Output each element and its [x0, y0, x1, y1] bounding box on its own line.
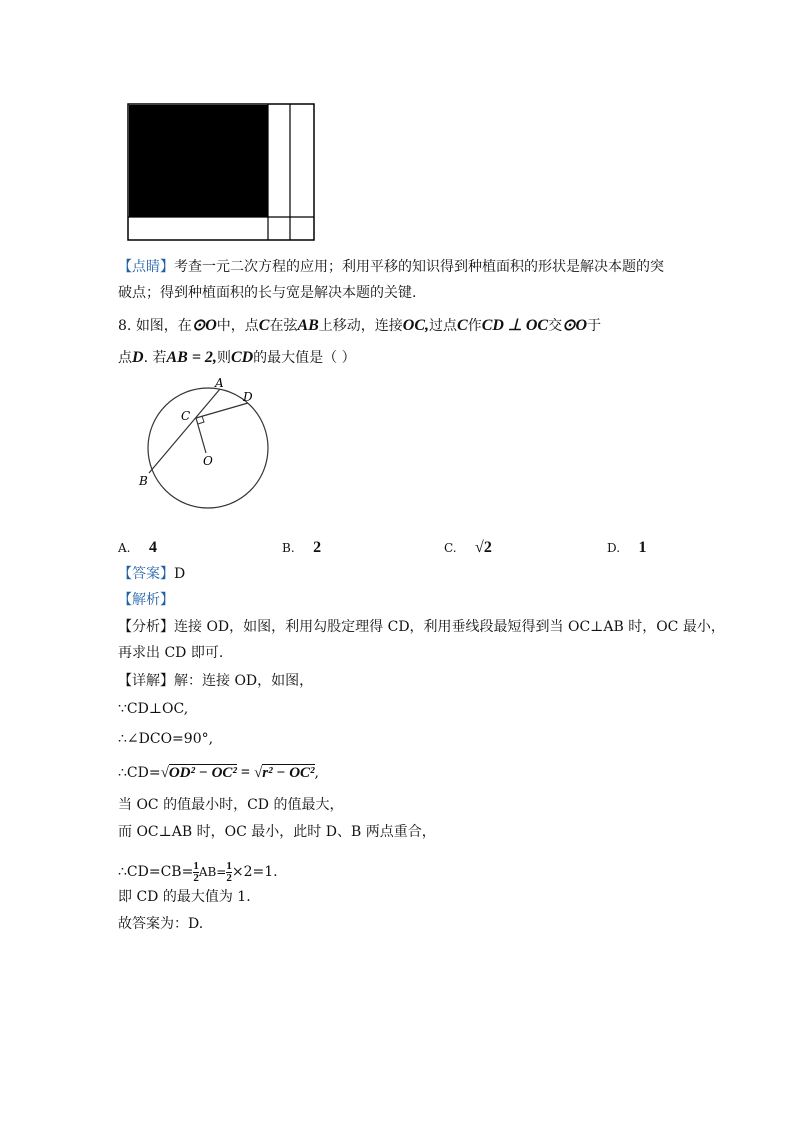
question-number: 8.: [118, 318, 132, 334]
tip-text-1: 考查一元二次方程的应用；利用平移的知识得到种植面积的形状是解决本题的突: [174, 259, 664, 275]
fenxi-line-2: 再求出 CD 即可.: [118, 645, 224, 661]
equals-sign: =: [240, 764, 251, 781]
question-text: 则: [216, 350, 231, 366]
circle-symbol: ⊙O: [191, 317, 217, 334]
fenxi-line-1: [118, 617, 725, 637]
segment-oc: OC,: [402, 317, 430, 334]
label-c: C: [181, 409, 191, 423]
option-value: 4: [148, 539, 157, 556]
tip-line-1: [118, 257, 664, 277]
planting-area-figure: [127, 103, 315, 241]
option-b: [282, 538, 321, 558]
question-text: 如图，在: [135, 318, 192, 334]
answer-line: [118, 564, 185, 584]
option-d: [607, 538, 646, 558]
fenxi-tag: 【分析】: [118, 619, 174, 635]
chord-ab: AB: [297, 317, 319, 334]
step-6-mid: AB=: [198, 865, 227, 879]
tip-tag: 【点睛】: [118, 259, 174, 275]
question-text: 的最大值是（ ）: [253, 350, 356, 366]
label-a: A: [215, 376, 224, 390]
analysis-tag: 【解析】: [118, 592, 174, 608]
option-letter: D.: [607, 541, 621, 555]
segment-cd-line: [196, 403, 248, 418]
question-text: 交: [548, 318, 563, 334]
circle-symbol-2: ⊙O: [562, 317, 588, 334]
tip-line-2: 破点；得到种植面积的长与宽是解决本题的关键.: [118, 285, 417, 301]
step-3-comma: ,: [314, 765, 319, 781]
question-line-2: [118, 348, 356, 368]
fraction-num: 1: [193, 859, 199, 872]
detail-text-1: 解：连接 OD，如图，: [174, 673, 314, 689]
step-8: 故答案为：D.: [118, 916, 204, 932]
fenxi-text-1: 连接 OD，如图，利用勾股定理得 CD，利用垂线段最短得到当 OC⊥AB 时，OC 最小，: [174, 619, 725, 635]
circle-diagram: [135, 375, 285, 525]
question-line-1: [118, 316, 601, 336]
given-ab: AB = 2,: [166, 349, 217, 366]
question-text: 过点: [429, 318, 458, 334]
detail-tag: 【详解】: [118, 673, 174, 689]
question-text: 于: [587, 318, 602, 334]
option-letter: A.: [118, 541, 131, 555]
question-text: 作: [467, 318, 482, 334]
label-b: B: [139, 474, 148, 488]
question-text: 在弦: [269, 318, 298, 334]
option-letter: B.: [282, 541, 295, 555]
step-6-prefix: ∴CD=CB=: [118, 864, 194, 880]
figure-black-area: [129, 105, 268, 217]
label-o: O: [203, 454, 213, 468]
fraction-den: 2: [226, 871, 232, 884]
step-7: 即 CD 的最大值为 1.: [118, 889, 251, 905]
step-3-prefix: ∴CD=: [118, 765, 161, 781]
option-value: 1: [638, 539, 647, 556]
step-3: ∴CD=√OD² − OC² = √r² − OC²,: [118, 764, 319, 781]
step-2: ∴∠DCO=90°,: [118, 731, 214, 747]
question-text: . 若: [143, 350, 167, 366]
option-letter: C.: [444, 541, 457, 555]
option-c: [444, 538, 492, 558]
sqrt-od-oc: OD² − OC²: [168, 765, 237, 781]
step-1: ∵CD⊥OC,: [118, 701, 189, 717]
sqrt-r-oc: r² − OC²: [262, 765, 315, 781]
option-a: [118, 538, 157, 558]
segment-cd: CD: [230, 349, 254, 366]
answer-value: D: [174, 566, 186, 582]
option-value: 2: [313, 539, 322, 556]
option-value: √2: [475, 539, 492, 556]
point-d: D: [132, 349, 144, 366]
detail-line-1: [118, 671, 313, 691]
question-text: 点: [118, 350, 132, 366]
step-6: [118, 855, 278, 889]
fraction-num: 1: [226, 859, 232, 872]
step-4: 当 OC 的值最小时，CD 的值最大，: [118, 797, 344, 813]
point-c: C: [258, 317, 270, 334]
fraction-den: 2: [193, 871, 199, 884]
question-text: 中，点: [216, 318, 259, 334]
point-c-2: C: [457, 317, 468, 334]
label-d: D: [243, 390, 253, 404]
circle-o: [148, 388, 268, 508]
perp-condition: CD ⊥ OC: [481, 317, 549, 334]
step-6-post: ×2=1.: [231, 864, 278, 880]
step-5: 而 OC⊥AB 时，OC 最小，此时 D、B 两点重合，: [118, 824, 436, 840]
question-text: 上移动，连接: [318, 318, 403, 334]
answer-tag: 【答案】: [118, 566, 174, 582]
